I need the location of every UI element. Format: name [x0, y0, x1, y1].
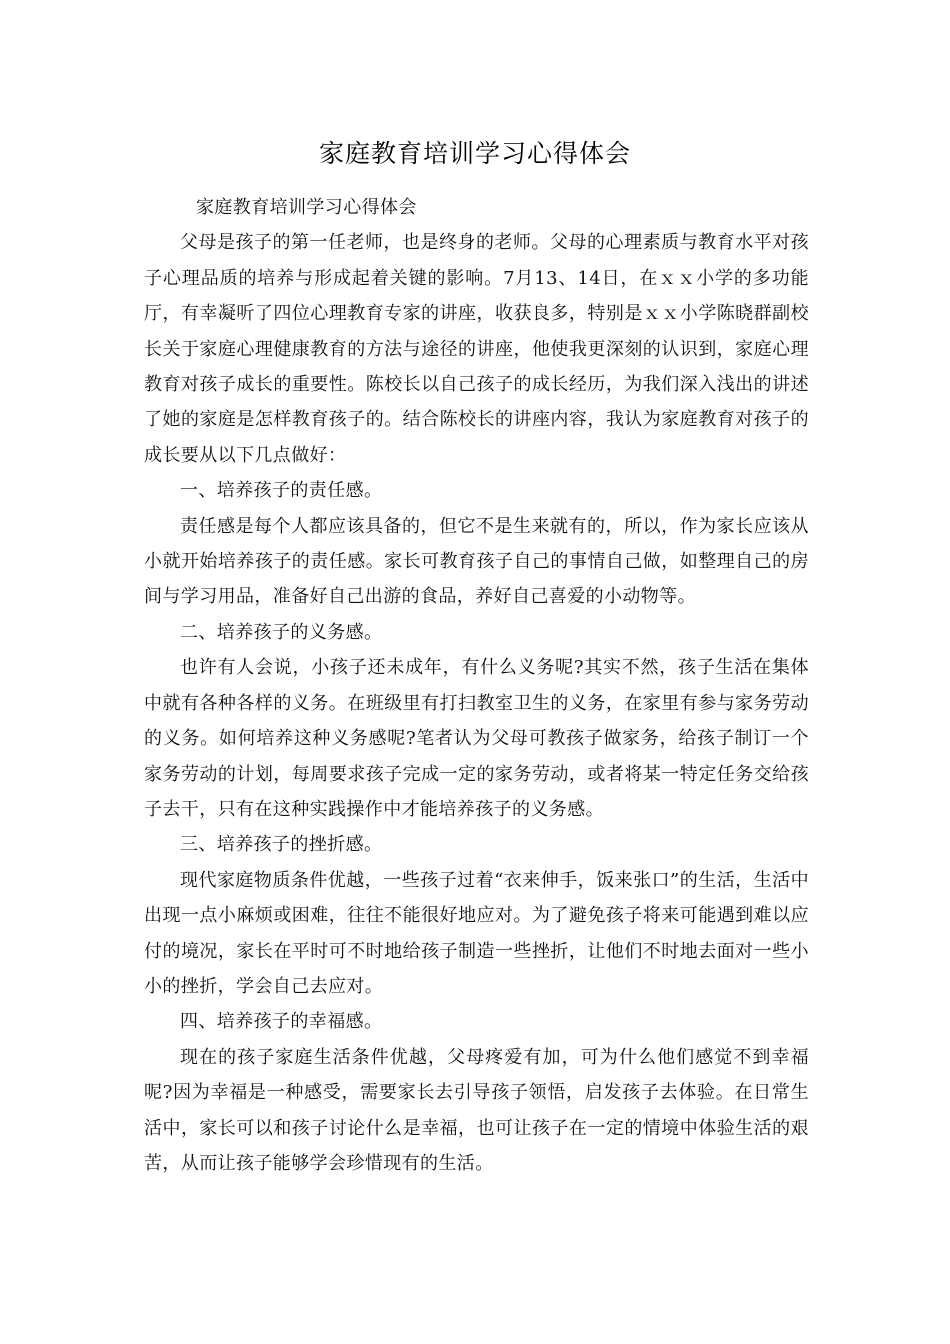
document-title: 家庭教育培训学习心得体会 — [318, 139, 631, 168]
frustration-paragraph: 现代家庭物质条件优越，一些孩子过着“衣来伸手，饭来张口”的生活，生活中出现一点小麻烦或困难，往往不能很好地应对。为了避免孩子将来可能遇到难以应付的境况，家长在平时可不时地给孩子制造一些挫折，让他们不时地去面对一些小小的挫折，学会自己去应对。 — [144, 869, 809, 997]
happiness-paragraph: 现在的孩子家庭生活条件优越，父母疼爱有加，可为什么他们感觉不到幸福呢?因为幸福是一种感受，需要家长去引导孩子领悟，启发孩子去体验。在日常生活中，家长可以和孩子讨论什么是幸福，也可让孩子在一定的情境中体验生活的艰苦，从而让孩子能够学会珍惜现有的生活。 — [144, 1046, 809, 1174]
section-heading-frustration: 三、培养孩子的挫折感。 — [180, 834, 383, 856]
section-heading-obligation: 二、培养孩子的义务感。 — [180, 621, 383, 643]
subtitle-paragraph: 家庭教育培训学习心得体会 — [196, 197, 417, 218]
obligation-paragraph: 也许有人会说，小孩子还未成年，有什么义务呢?其实不然，孩子生活在集体中就有各种各样的义务。在班级里有打扫教室卫生的义务，在家里有参与家务劳动的义务。如何培养这种义务感呢?笔者认为父母可教孩子做家务，给孩子制订一个家务劳动的计划，每周要求孩子完成一定的家务劳动，或者将某一特定任务交给孩子去干，只有在这种实践操作中才能培养孩子的义务感。 — [144, 657, 809, 820]
intro-paragraph: 父母是孩子的第一任老师，也是终身的老师。父母的心理素质与教育水平对孩子心理品质的培养与形成起着关键的影响。7月13、14日，在ｘｘ小学的多功能厅，有幸凝听了四位心理教育专家的讲座，收获良多，特别是ｘｘ小学陈晓群副校长关于家庭心理健康教育的方法与途径的讲座，他使我更深刻的认识到，家庭心理教育对孩子成长的重要性。陈校长以自己孩子的成长经历，为我们深入浅出的讲述了她的家庭是怎样教育孩子的。结合陈校长的讲座内容，我认为家庭教育对孩子的成长要从以下几点做好： — [144, 232, 809, 466]
document-body — [144, 190, 809, 1181]
section-heading-responsibility: 一、培养孩子的责任感。 — [180, 480, 383, 502]
section-heading-happiness: 四、培养孩子的幸福感。 — [180, 1011, 383, 1033]
responsibility-paragraph: 责任感是每个人都应该具备的，但它不是生来就有的，所以，作为家长应该从小就开始培养孩子的责任感。家长可教育孩子自己的事情自己做，如整理自己的房间与学习用品，准备好自己出游的食品，养好自己喜爱的小动物等。 — [144, 515, 809, 608]
